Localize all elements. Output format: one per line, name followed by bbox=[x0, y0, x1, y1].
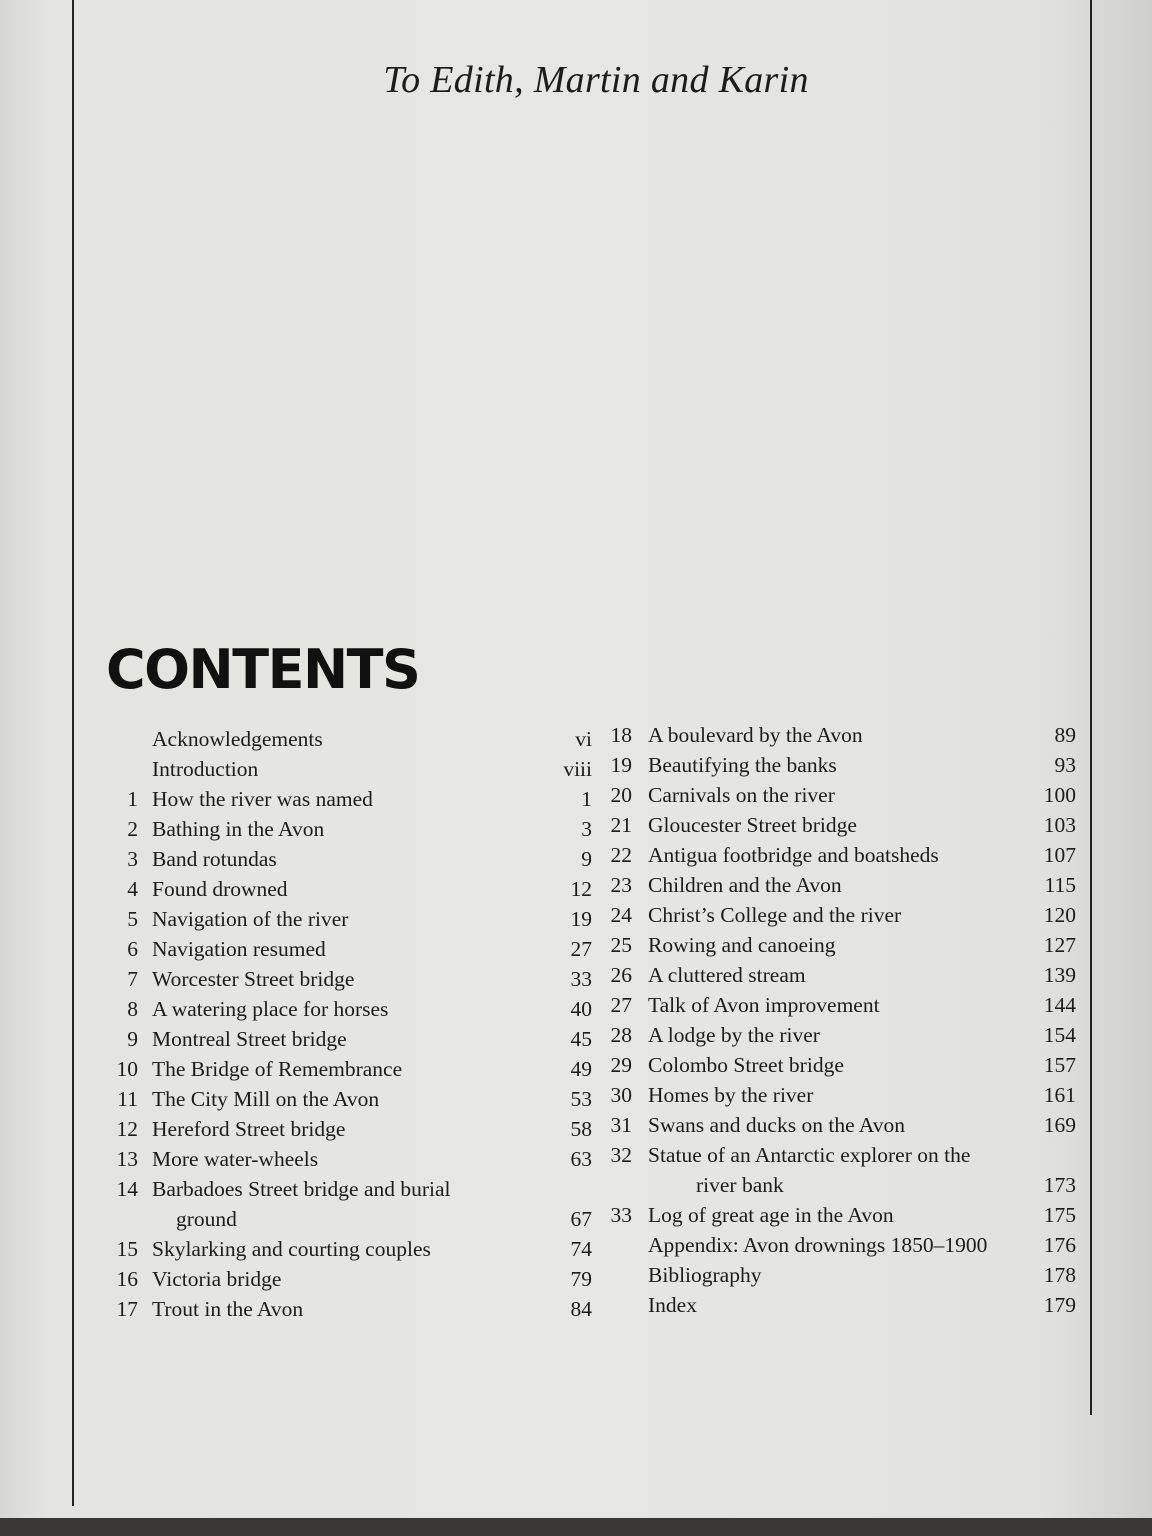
chapter-number: 5 bbox=[127, 907, 138, 931]
chapter-title bbox=[648, 1110, 1030, 1140]
chapter-title-text: Navigation of the river bbox=[152, 907, 349, 931]
chapter-title bbox=[152, 934, 552, 964]
chapter-title bbox=[152, 1174, 552, 1234]
chapter-title-text: More water-wheels bbox=[152, 1147, 319, 1171]
page-number: 144 bbox=[1043, 993, 1076, 1017]
chapter-number: 6 bbox=[127, 937, 138, 961]
page-number: 53 bbox=[570, 1087, 592, 1111]
chapter-number: 27 bbox=[610, 993, 632, 1017]
toc-entry bbox=[596, 1230, 1076, 1260]
page-number: 84 bbox=[570, 1297, 592, 1321]
chapter-number: 3 bbox=[127, 847, 138, 871]
page-number: 169 bbox=[1043, 1113, 1076, 1137]
chapter-title bbox=[648, 1050, 1030, 1080]
chapter-number: 33 bbox=[610, 1203, 632, 1227]
page-number: 27 bbox=[570, 937, 592, 961]
toc-entry bbox=[596, 1260, 1076, 1290]
chapter-title bbox=[648, 990, 1030, 1020]
chapter-number: 11 bbox=[117, 1087, 138, 1111]
chapter-number: 13 bbox=[116, 1147, 138, 1171]
chapter-number: 18 bbox=[610, 723, 632, 747]
chapter-title bbox=[648, 1260, 1030, 1290]
chapter-number: 12 bbox=[116, 1117, 138, 1141]
page-number: 49 bbox=[570, 1057, 592, 1081]
toc-entry bbox=[110, 964, 592, 994]
chapter-title-continuation: river bank bbox=[696, 1173, 784, 1197]
page-number: 1 bbox=[581, 787, 592, 811]
page-number: 12 bbox=[570, 877, 592, 901]
toc-entry bbox=[596, 1200, 1076, 1230]
toc-entry bbox=[596, 750, 1076, 780]
chapter-title bbox=[648, 960, 1030, 990]
chapter-title-text: Acknowledgements bbox=[152, 727, 323, 751]
toc-entry bbox=[110, 724, 592, 754]
chapter-number: 23 bbox=[610, 873, 632, 897]
chapter-title bbox=[152, 784, 552, 814]
chapter-number: 29 bbox=[610, 1053, 632, 1077]
toc-left-column bbox=[110, 724, 592, 1324]
chapter-number: 15 bbox=[116, 1237, 138, 1261]
page-number: 79 bbox=[570, 1267, 592, 1291]
chapter-title-text: A cluttered stream bbox=[648, 963, 806, 987]
page-number: vi bbox=[575, 727, 592, 751]
chapter-number: 31 bbox=[610, 1113, 632, 1137]
toc-entry bbox=[596, 930, 1076, 960]
chapter-title-text: Rowing and canoeing bbox=[648, 933, 836, 957]
chapter-title-text: A lodge by the river bbox=[648, 1023, 820, 1047]
chapter-title-text: Christ’s College and the river bbox=[648, 903, 902, 927]
chapter-number: 10 bbox=[116, 1057, 138, 1081]
toc-entry bbox=[596, 1050, 1076, 1080]
chapter-number: 1 bbox=[127, 787, 138, 811]
chapter-title-text: How the river was named bbox=[152, 787, 373, 811]
chapter-title bbox=[152, 1264, 552, 1294]
page-number: viii bbox=[563, 757, 592, 781]
chapter-title-text: Gloucester Street bridge bbox=[648, 813, 857, 837]
toc-entry bbox=[110, 1144, 592, 1174]
chapter-title-text: Statue of an Antarctic explorer on the bbox=[648, 1143, 971, 1167]
toc-entry bbox=[110, 934, 592, 964]
chapter-number: 25 bbox=[610, 933, 632, 957]
page-number: 103 bbox=[1043, 813, 1076, 837]
chapter-number: 2 bbox=[127, 817, 138, 841]
toc-entry bbox=[596, 810, 1076, 840]
toc-entry bbox=[110, 1264, 592, 1294]
chapter-title bbox=[152, 994, 552, 1024]
chapter-number: 26 bbox=[610, 963, 632, 987]
page-number: 154 bbox=[1043, 1023, 1076, 1047]
dedication: To Edith, Martin and Karin bbox=[383, 59, 809, 101]
toc-entry bbox=[596, 1020, 1076, 1050]
chapter-title-text: Found drowned bbox=[152, 877, 288, 901]
page-number: 100 bbox=[1043, 783, 1076, 807]
chapter-title-text: The Bridge of Remembrance bbox=[152, 1057, 403, 1081]
chapter-number: 9 bbox=[127, 1027, 138, 1051]
page-number: 9 bbox=[581, 847, 592, 871]
chapter-title bbox=[152, 1024, 552, 1054]
chapter-title bbox=[152, 754, 552, 784]
toc-entry bbox=[596, 720, 1076, 750]
chapter-title-text: Talk of Avon improvement bbox=[648, 993, 880, 1017]
chapter-title-text: Skylarking and courting couples bbox=[152, 1237, 431, 1261]
toc-entry bbox=[596, 960, 1076, 990]
chapter-number: 14 bbox=[116, 1177, 138, 1201]
toc-entry bbox=[596, 1110, 1076, 1140]
page-border-right bbox=[1090, 0, 1092, 1415]
toc-entry bbox=[596, 870, 1076, 900]
page-number: 107 bbox=[1043, 843, 1076, 867]
chapter-number: 28 bbox=[610, 1023, 632, 1047]
chapter-title bbox=[152, 844, 552, 874]
chapter-title-text: Homes by the river bbox=[648, 1083, 814, 1107]
chapter-title bbox=[152, 1144, 552, 1174]
chapter-title-text: Children and the Avon bbox=[648, 873, 842, 897]
toc-entry bbox=[110, 1234, 592, 1264]
page-number: 40 bbox=[570, 997, 592, 1021]
chapter-number: 7 bbox=[127, 967, 138, 991]
chapter-title-text: Introduction bbox=[152, 757, 259, 781]
page-number: 74 bbox=[570, 1237, 592, 1261]
chapter-title bbox=[648, 720, 1030, 750]
page-number: 67 bbox=[570, 1207, 592, 1231]
chapter-title-text: Antigua footbridge and boatsheds bbox=[648, 843, 939, 867]
chapter-title-text: A watering place for horses bbox=[152, 997, 389, 1021]
chapter-title-text: Appendix: Avon drownings 1850–1900 bbox=[648, 1233, 988, 1257]
chapter-title-text: Colombo Street bridge bbox=[648, 1053, 844, 1077]
chapter-title-text: Bibliography bbox=[648, 1263, 762, 1287]
page-number: 173 bbox=[1043, 1173, 1076, 1197]
chapter-title bbox=[648, 1200, 1030, 1230]
chapter-title bbox=[152, 814, 552, 844]
chapter-number: 4 bbox=[127, 877, 138, 901]
chapter-title-text: A boulevard by the Avon bbox=[648, 723, 863, 747]
toc-entry bbox=[596, 990, 1076, 1020]
chapter-number: 30 bbox=[610, 1083, 632, 1107]
chapter-title bbox=[648, 780, 1030, 810]
chapter-number: 16 bbox=[116, 1267, 138, 1291]
chapter-title bbox=[648, 1230, 1030, 1260]
chapter-number: 8 bbox=[127, 997, 138, 1021]
chapter-title bbox=[152, 904, 552, 934]
page-number: 157 bbox=[1043, 1053, 1076, 1077]
chapter-title-text: Bathing in the Avon bbox=[152, 817, 325, 841]
toc-entry bbox=[110, 814, 592, 844]
chapter-title bbox=[152, 1234, 552, 1264]
chapter-title-text: Hereford Street bridge bbox=[152, 1117, 346, 1141]
page-number: 179 bbox=[1043, 1293, 1076, 1317]
chapter-title-continuation: ground bbox=[176, 1207, 237, 1231]
chapter-title bbox=[152, 964, 552, 994]
chapter-title bbox=[648, 750, 1030, 780]
chapter-title bbox=[648, 1290, 1030, 1320]
toc-entry bbox=[596, 1140, 1076, 1200]
chapter-number: 19 bbox=[610, 753, 632, 777]
chapter-number: 24 bbox=[610, 903, 632, 927]
chapter-title-text: Swans and ducks on the Avon bbox=[648, 1113, 905, 1137]
page-number: 93 bbox=[1054, 753, 1076, 777]
chapter-title bbox=[152, 1114, 552, 1144]
toc-entry bbox=[110, 754, 592, 784]
toc-entry bbox=[110, 844, 592, 874]
toc-entry bbox=[110, 904, 592, 934]
chapter-title-text: Barbadoes Street bridge and burial bbox=[152, 1177, 451, 1201]
toc-right-column bbox=[596, 720, 1076, 1320]
chapter-number: 20 bbox=[610, 783, 632, 807]
toc-entry bbox=[596, 780, 1076, 810]
chapter-title bbox=[648, 1140, 1030, 1200]
chapter-number: 21 bbox=[610, 813, 632, 837]
chapter-title-text: Victoria bridge bbox=[152, 1267, 282, 1291]
toc-entry bbox=[596, 1080, 1076, 1110]
chapter-title bbox=[648, 930, 1030, 960]
toc-entry bbox=[110, 784, 592, 814]
chapter-number: 17 bbox=[116, 1297, 138, 1321]
chapter-title-text: The City Mill on the Avon bbox=[152, 1087, 380, 1111]
chapter-title bbox=[648, 840, 1030, 870]
toc-entry bbox=[110, 874, 592, 904]
page-number: 127 bbox=[1043, 933, 1076, 957]
contents-heading: CONTENTS bbox=[106, 638, 420, 701]
toc-entry bbox=[110, 1084, 592, 1114]
toc-entry bbox=[110, 1114, 592, 1144]
chapter-title-text: Navigation resumed bbox=[152, 937, 326, 961]
chapter-title bbox=[152, 1294, 552, 1324]
page-number: 3 bbox=[581, 817, 592, 841]
toc-entry bbox=[110, 994, 592, 1024]
page-number: 115 bbox=[1044, 873, 1076, 897]
page-number: 45 bbox=[570, 1027, 592, 1051]
chapter-title-text: Trout in the Avon bbox=[152, 1297, 304, 1321]
chapter-title bbox=[648, 1080, 1030, 1110]
page-number: 176 bbox=[1043, 1233, 1076, 1257]
toc-entry bbox=[110, 1024, 592, 1054]
chapter-title bbox=[648, 870, 1030, 900]
chapter-title-text: Beautifying the banks bbox=[648, 753, 837, 777]
page-number: 178 bbox=[1043, 1263, 1076, 1287]
page-number: 89 bbox=[1054, 723, 1076, 747]
chapter-title bbox=[152, 724, 552, 754]
page-border-left bbox=[72, 0, 74, 1506]
page-number: 33 bbox=[570, 967, 592, 991]
toc-entry bbox=[110, 1054, 592, 1084]
chapter-title bbox=[152, 1054, 552, 1084]
toc-entry bbox=[596, 840, 1076, 870]
chapter-title-text: Log of great age in the Avon bbox=[648, 1203, 894, 1227]
page-number: 58 bbox=[570, 1117, 592, 1141]
page-number: 120 bbox=[1043, 903, 1076, 927]
page-number: 19 bbox=[570, 907, 592, 931]
chapter-title bbox=[152, 874, 552, 904]
toc-entry bbox=[110, 1294, 592, 1324]
toc-entry bbox=[596, 1290, 1076, 1320]
toc-entry bbox=[596, 900, 1076, 930]
chapter-number: 22 bbox=[610, 843, 632, 867]
page-number: 139 bbox=[1043, 963, 1076, 987]
chapter-title-text: Band rotundas bbox=[152, 847, 277, 871]
page-number: 63 bbox=[570, 1147, 592, 1171]
chapter-title bbox=[152, 1084, 552, 1114]
chapter-title bbox=[648, 810, 1030, 840]
page-bottom-edge bbox=[0, 1518, 1152, 1536]
chapter-title bbox=[648, 900, 1030, 930]
chapter-title-text: Worcester Street bridge bbox=[152, 967, 355, 991]
page-number: 175 bbox=[1043, 1203, 1076, 1227]
toc-entry bbox=[110, 1174, 592, 1234]
chapter-title-text: Carnivals on the river bbox=[648, 783, 835, 807]
page-number: 161 bbox=[1043, 1083, 1076, 1107]
chapter-title-text: Montreal Street bridge bbox=[152, 1027, 347, 1051]
chapter-title bbox=[648, 1020, 1030, 1050]
chapter-title-text: Index bbox=[648, 1293, 697, 1317]
chapter-number: 32 bbox=[610, 1143, 632, 1167]
